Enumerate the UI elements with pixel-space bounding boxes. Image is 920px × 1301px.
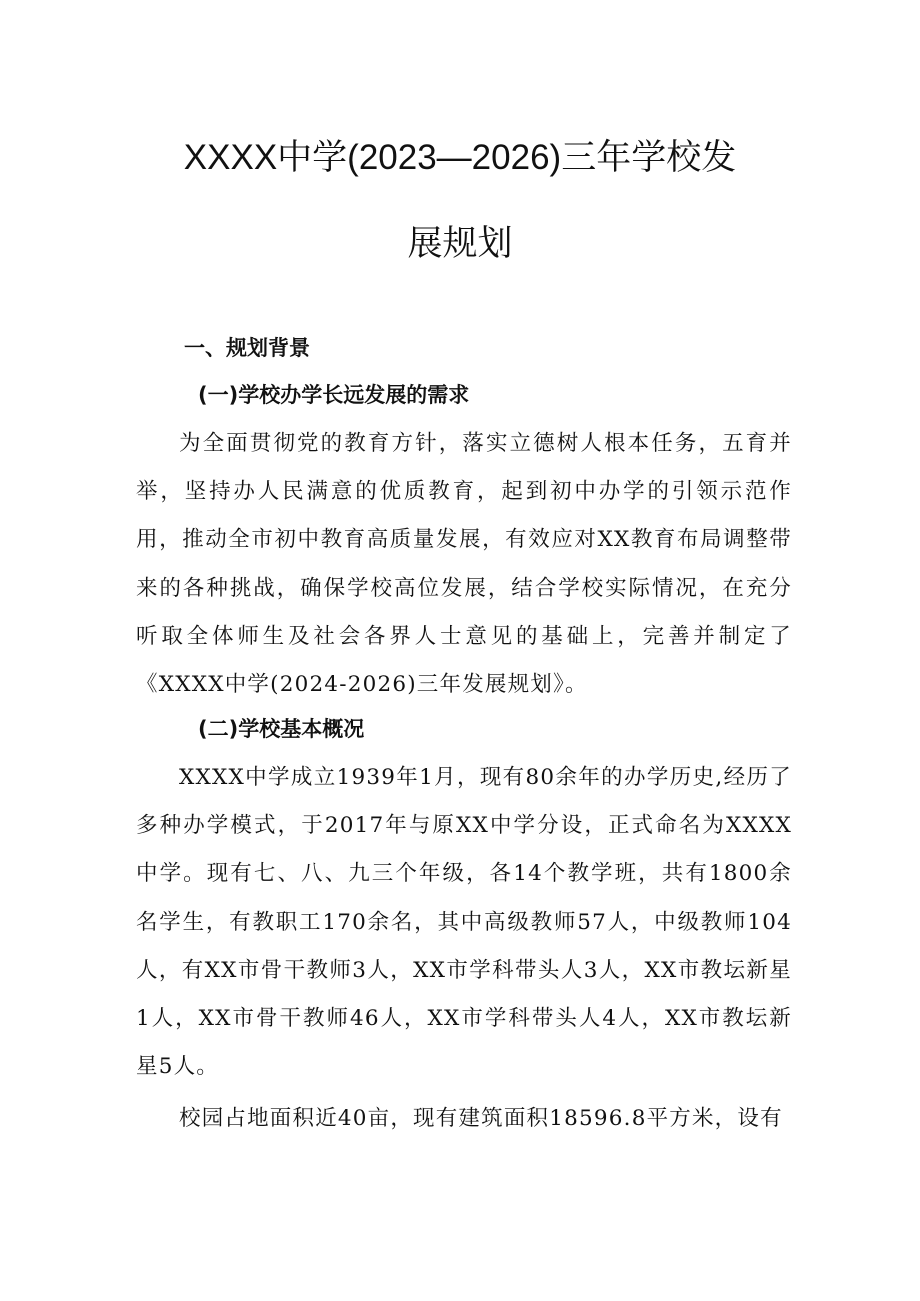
document-title-line-1: XXXX中学(2023—2026)三年学校发 [183, 138, 737, 177]
section-heading-background: 一、规划背景 [184, 336, 310, 360]
paragraph-development-needs: 为全面贯彻党的教育方针，落实立德树人根本任务，五育并举，坚持办人民满意的优质教育，起到初中办学的引领示范作用，推动全市初中教育高质量发展，有效应对XX教育布局调整带来的各种挑战，确保学校高位发展，结合学校实际情况，在充分听取全体师生及社会各界人士意见的基础上，完善并制定了《XXXX中学(2024-2026)三年发展规划》。 [136, 431, 792, 698]
document-title-line-2: 展规划 [407, 224, 513, 263]
subsection-heading-school-overview: (二)学校基本概况 [198, 717, 365, 741]
paragraph-school-overview: XXXX中学成立1939年1月，现有80余年的办学历史,经历了多种办学模式，于2017年与原XX中学分设，正式命名为XXXX中学。现有七、八、九三个年级，各14个教学班，共有1800余名学生，有教职工170余名，其中高级教师57人，中级教师104人，有XX市骨干教师3人，XX市学科带头人3人，XX市教坛新星1人，XX市骨干教师46人，XX市学科带头人4人，XX市教坛新星5人。 [136, 765, 792, 1080]
paragraph-campus-facilities: 校园占地面积近40亩，现有建筑面积18596.8平方米，设有 [179, 1106, 783, 1131]
subsection-heading-development-needs: (一)学校办学长远发展的需求 [198, 383, 470, 407]
